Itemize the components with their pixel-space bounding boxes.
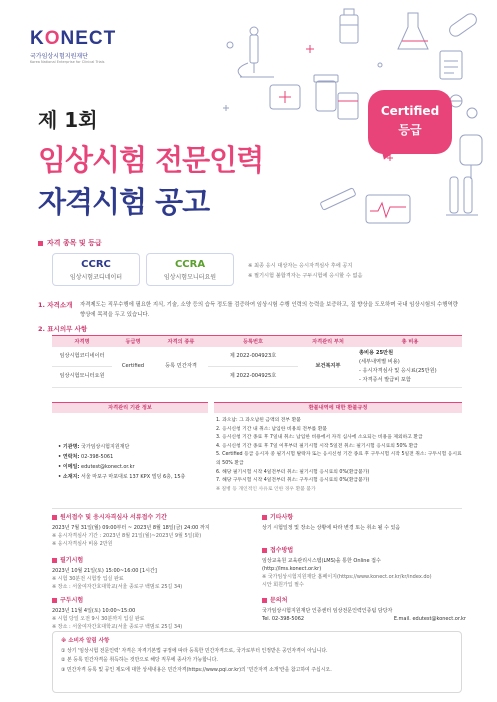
fees-total-cell xyxy=(358,347,462,388)
bullet-icon xyxy=(262,598,267,603)
bullet-icon xyxy=(52,515,57,520)
pills-icon xyxy=(450,95,477,118)
schedule-date: 2023년 11월 4일(토) 10:00~15:00 xyxy=(52,608,136,614)
schedule-text: 임상교육원 교육관리시스템(LMS)을 통한 Online 접수 xyxy=(262,558,381,564)
schedule-method xyxy=(262,547,466,589)
fees-detail: - 자격증서 발급비 포함 xyxy=(359,376,411,383)
edition-label: 제 1회 xyxy=(38,108,98,132)
bullet-icon xyxy=(262,548,267,553)
schedule-note: 시안 회원가입 필수 xyxy=(262,582,304,588)
bottle-icon xyxy=(340,9,358,43)
medicine-bottle-icon xyxy=(338,93,358,119)
konect-logo xyxy=(30,28,116,64)
org-info xyxy=(58,442,185,482)
schedule-date: 2023년 7월 31일(월) 09:00부터 ~ 2023년 8월 18일(금) 24:00 까지 xyxy=(52,525,210,531)
intro-text: 자격제도는 직무수행에 필요한 지식, 기술, 소양 등의 습득 정도를 검증하여 임상시험 수행 인력의 능력을 보증하고, 질 향상을 도모하며 국내 임상시험의 수행역량 향상에 목적을 두고 있습니다. xyxy=(80,302,458,318)
schedule-heading: 접수방법 xyxy=(270,547,294,554)
notice-heading: ※ 소비자 알림 사항 xyxy=(61,638,110,644)
certified-badge-ko: 등급 xyxy=(398,123,422,137)
org-label: • 이메일: xyxy=(58,464,80,470)
refund-rules xyxy=(216,417,466,494)
schedule-note: ※ 응시자격심사 기간 : 2023년 8월 21일(월)~2023년 9월 5일(화) xyxy=(52,533,202,539)
refund-item: 3. 응시신청 기간 종료 후 7일내 취소: 납입한 비용에서 자격 심사에 소요되는 비용을 제외하고 환급 xyxy=(216,435,423,441)
logo-subtitle: 국가임상시험지원재단 xyxy=(30,53,88,60)
fees-detail: (세부내역별 비용) xyxy=(359,358,400,365)
syringe-icon xyxy=(320,188,356,210)
certified-badge xyxy=(368,90,452,154)
org-label: • 연락처: xyxy=(58,454,80,460)
table-cell: 제 2022-004925호 xyxy=(208,366,298,387)
title-line-2: 자격시험 공고 xyxy=(38,185,210,219)
notice-item: ② 본 등록 민간자격을 취득하는 것만으로 해당 직무에 종사가 가능합니다. xyxy=(61,657,218,664)
refund-item: 2. 응시신청 기간 내 취소: 납입한 비용의 전부를 환불 xyxy=(216,426,328,432)
table-cell: 등록 민간자격 xyxy=(154,347,208,388)
refund-item: 5. Certified 등급 응시자 중 필기시험 탈락자 또는 응시신청 기간 종료 후 구두시험 시작 5일전 취소: 구두시험 응시료의 50% 환급 xyxy=(216,452,462,466)
table-cell: 제 2022-004923호 xyxy=(208,347,298,367)
fees-total: 총비용 25만원 xyxy=(359,349,394,356)
schedule-note: ※ 응시자격심사 비용 2만원 xyxy=(52,541,113,547)
table-cell: Certified xyxy=(112,347,154,388)
flask-icon xyxy=(398,13,428,49)
column-header: 등록번호 xyxy=(208,336,298,347)
ecg-monitor-icon xyxy=(366,195,410,223)
schedule-text: 상기 시험일정 및 장소는 상황에 따라 변경 또는 취소 될 수 있음 xyxy=(262,525,401,531)
qual-card-ccra xyxy=(146,253,234,286)
schedule-note: ※ 국가임상시험지원재단 홈페이지(https://www.konect.or.kr/kr/index.do) xyxy=(262,574,432,580)
org-value: edutest@konect.or.kr xyxy=(81,464,135,470)
iv-bag-icon xyxy=(460,135,482,179)
lab-illustration xyxy=(210,5,497,235)
schedule-heading: 원서접수 및 응시자격심사 서류접수 기간 xyxy=(60,514,167,521)
notice-item: ① 상기 '임상시험 전문인력' 자격은 자격기본법 규정에 따라 등록한 민간자격으로, 국가로부터 인정받은 공인자격이 아닙니다. xyxy=(61,647,328,654)
medical-box-icon xyxy=(270,85,300,109)
intro-label: 1. 자격소개 xyxy=(38,301,73,309)
capsule-icon xyxy=(447,11,478,38)
schedule-heading: 구두시험 xyxy=(60,597,84,604)
table-header-row xyxy=(52,336,462,347)
schedule-oral xyxy=(52,597,252,631)
column-header: 등급명 xyxy=(112,336,154,347)
schedule-heading: 필기시험 xyxy=(60,557,84,564)
schedule-apply xyxy=(52,514,252,548)
fees-table xyxy=(52,335,462,388)
qual-name: 임상시험모니터요원 xyxy=(163,274,217,281)
table-cell: 임상시험모니터요원 xyxy=(52,366,112,387)
column-header: 자격의 종류 xyxy=(154,336,208,347)
fees-detail: - 응시자격심사 및 응시료(25만원) xyxy=(359,367,437,374)
schedule-contact xyxy=(262,597,466,623)
org-heading: 자격관리 기관 정보 xyxy=(52,402,208,413)
schedule-heading: 기타사항 xyxy=(270,514,294,521)
table-row xyxy=(52,347,462,367)
qual-code: CCRA xyxy=(174,259,206,270)
test-tube-icon xyxy=(446,177,478,215)
pill-bottle-icon xyxy=(314,75,338,111)
divider xyxy=(52,508,462,509)
bullet-icon xyxy=(38,241,43,246)
schedule-text: 국가임상시험지원재단 인증센터 임상전문인력인증팀 담당자 xyxy=(262,608,393,614)
clipboard-icon xyxy=(440,51,462,79)
refund-item: ※ 질병 등 개인적인 사유로 인한 경우 환불 불가 xyxy=(216,486,316,492)
qual-card-ccrc xyxy=(52,253,140,286)
column-header: 자격명 xyxy=(52,336,112,347)
logo-brand: KONECT xyxy=(30,28,117,49)
lms-link[interactable]: (http://lms.konect.or.kr) xyxy=(262,566,322,572)
refund-item: 6. 해당 필기시험 시작 4일전부터 취소: 필기시험 응시료의 0%(환급불가) xyxy=(216,469,370,475)
qual-note: ※ 최종 응시 대상자는 응시자격심사 후에 공지 xyxy=(248,263,353,269)
table-cell: 보건복지부 xyxy=(298,347,358,388)
certified-badge-en: Certified xyxy=(380,104,440,118)
notice-item: ③ 민간자격 등록 및 공인 제도에 대한 상세내용은 민간자격(https://www.pqi.or.kr)의 '민간자격 소개'란을 참고하여 주십시오. xyxy=(61,666,332,673)
org-label: • 소재지: xyxy=(58,474,80,480)
org-value: 국가임상시험지원재단 xyxy=(81,444,130,450)
org-label: • 기관명: xyxy=(58,444,80,450)
bullet-icon xyxy=(52,598,57,603)
title-line-1: 임상시험 전문인력 xyxy=(38,143,264,177)
schedule-heading: 문의처 xyxy=(270,597,288,604)
schedule-note: ※ 시험 30분전 시험장 입실 완료 xyxy=(52,576,124,582)
fees-heading: 2. 표시의무 사항 xyxy=(38,325,88,333)
qual-note: ※ 필기시험 불합격자는 구두시험에 응시할 수 없음 xyxy=(248,273,363,279)
qual-code: CCRC xyxy=(81,259,111,270)
schedule-note: ※ 장소 : 서울여자간호대학교(서울 종로구 백범로 25길 34) xyxy=(52,584,183,590)
refund-item: 7. 해당 구두시험 시작 4일전부터 취소: 구두시험 응시료의 0%(환급불가) xyxy=(216,478,370,484)
qual-name: 임상시험코디네이터 xyxy=(69,274,123,281)
logo-english-name: Korea National Enterprise for Clinical Trials xyxy=(30,60,105,64)
schedule-note: ※ 장소 : 서울여자간호대학교(서울 종로구 백범로 25길 34) xyxy=(52,624,183,630)
schedule-note: ※ 시험 당일 오전 9시 30분까지 입실 완료 xyxy=(52,616,145,622)
contact-email[interactable]: E.mail. edutest@konect.or.kr xyxy=(393,616,466,622)
refund-item: 4. 응시신청 기간 종료 후 7일 이후부터 필기시험 시작 5일전 취소: 필기시험 응시료의 50% 환급 xyxy=(216,443,418,449)
consumer-notice xyxy=(52,631,462,693)
refund-item: 1. 과오납: 그 과오납된 금액의 전부 환불 xyxy=(216,418,301,423)
schedule-written xyxy=(52,557,252,591)
qualification-notes xyxy=(248,261,362,281)
column-header: 자격관리 부처 xyxy=(298,336,358,347)
org-value: 02-398-5061 xyxy=(81,454,114,460)
schedule-date: 2023년 10월 21일(토) 15:00~16:00 [1시간] xyxy=(52,568,157,574)
refund-heading: 환불내역에 대한 환불규정 xyxy=(214,402,462,413)
org-value: 서울 마포구 마포대로 137 KPX 빌딩 6층, 15층 xyxy=(81,474,186,480)
table-cell: 임상시험코디네이터 xyxy=(52,347,112,367)
microscope-icon xyxy=(238,27,274,77)
schedule-other xyxy=(262,514,466,532)
contact-tel: Tel. 02-398-5062 xyxy=(262,616,305,622)
bullet-icon xyxy=(262,515,267,520)
column-header: 총 비용 xyxy=(358,336,462,347)
qualification-heading: 자격 종목 및 등급 xyxy=(38,238,102,248)
bullet-icon xyxy=(52,558,57,563)
